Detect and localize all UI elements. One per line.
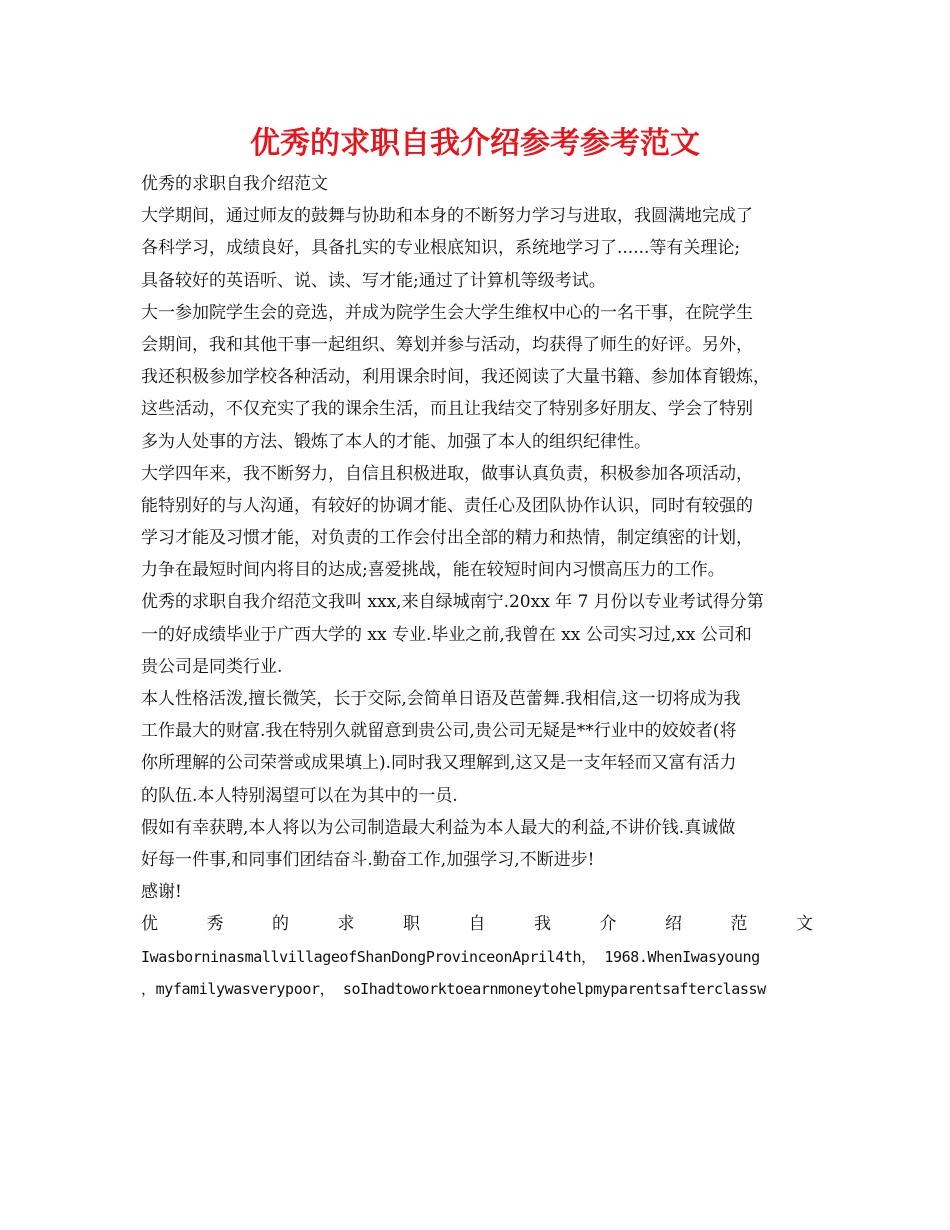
body-line: 多为人处事的方法、锻炼了本人的才能、加强了本人的组织纪律性。 (141, 431, 651, 452)
spread-char: 求 (337, 914, 355, 935)
spread-char: 范 (730, 914, 748, 935)
body-line: 大学四年来，我不断努力，自信且积极进取，做事认真负责，积极参加各项活动， (141, 463, 753, 484)
body-line: 大一参加院学生会的竞选，并成为院学生会大学生维权中心的一名干事，在院学生 (141, 302, 753, 323)
spread-char: 秀 (206, 914, 224, 935)
body-line: 假如有幸获聘,本人将以为公司制造最大利益为本人最大的利益,不讲价钱.真诚做 (141, 817, 736, 838)
spread-char: 职 (403, 914, 420, 935)
body-line: 会期间，我和其他干事一起组织、筹划并参与活动，均获得了师生的好评。另外， (141, 334, 753, 355)
body-line: 学习才能及习惯才能，对负责的工作会付出全部的精力和热情，制定缜密的计划， (141, 528, 753, 549)
body-line: 能特别好的与人沟通，有较好的协调才能、责任心及团队协作认识，同时有较强的 (141, 495, 753, 516)
english-line: IwasborninasmallvillageofShanDongProvinceonApril4th， 1968.WhenIwasyoung (141, 947, 760, 966)
body-line: 好每一件事,和同事们团结奋斗.勤奋工作,加强学习,不断进步! (141, 849, 595, 870)
body-line: 力争在最短时间内将目的达成;喜爱挑战，能在较短时间内习惯高压力的工作。 (141, 560, 725, 581)
body-line: 各科学习，成绩良好，具备扎实的专业根底知识，系统地学习了......等有关理论; (141, 238, 741, 259)
body-line: 工作最大的财富.我在特别久就留意到贵公司,贵公司无疑是**行业中的姣姣者(将 (141, 721, 737, 742)
body-line: 你所理解的公司荣誉或成果填上).同时我又理解到,这又是一支年轻而又富有活力 (141, 753, 737, 774)
spread-char: 的 (272, 914, 289, 935)
spread-char: 自 (468, 914, 486, 935)
body-line: 优秀的求职自我介绍范文我叫 xxx,来自绿城南宁.20xx 年 7 月份以专业考试得分第 (141, 592, 764, 613)
body-line: 感谢! (141, 882, 182, 903)
spread-heading-line (141, 908, 813, 940)
english-line: ，myfamilywasverypoor， soIhadtoworktoearnmoneytohelpmyparentsafterclassw (141, 979, 766, 998)
body-line: 贵公司是同类行业. (141, 656, 283, 677)
spread-char: 文 (796, 914, 813, 935)
body-line: 我还积极参加学校各种活动，利用课余时间，我还阅读了大量书籍、参加体育锻炼， (141, 367, 770, 388)
spread-char: 介 (599, 914, 617, 935)
document-body (141, 168, 813, 1005)
body-line: 的队伍.本人特别渴望可以在为其中的一员. (141, 785, 458, 806)
body-line: 这些活动，不仅充实了我的课余生活，而且让我结交了特别多好朋友、学会了特别 (141, 399, 753, 420)
spread-char: 我 (534, 914, 551, 935)
spread-char: 绍 (665, 914, 682, 935)
spread-char: 优 (141, 914, 158, 935)
body-line: 大学期间，通过师友的鼓舞与协助和本身的不断努力学习与进取，我圆满地完成了 (141, 206, 753, 227)
body-line: 具备较好的英语听、说、读、写才能;通过了计算机等级考试。 (141, 270, 606, 291)
body-line: 本人性格活泼,擅长微笑，长于交际,会简单日语及芭蕾舞.我相信,这一切将成为我 (141, 689, 741, 709)
document-title: 优秀的求职自我介绍参考参考范文 (250, 126, 700, 161)
body-line: 优秀的求职自我介绍范文 (141, 174, 328, 194)
body-line: 一的好成绩毕业于广西大学的 xx 专业.毕业之前,我曾在 xx 公司实习过,xx 公司和 (141, 624, 752, 645)
